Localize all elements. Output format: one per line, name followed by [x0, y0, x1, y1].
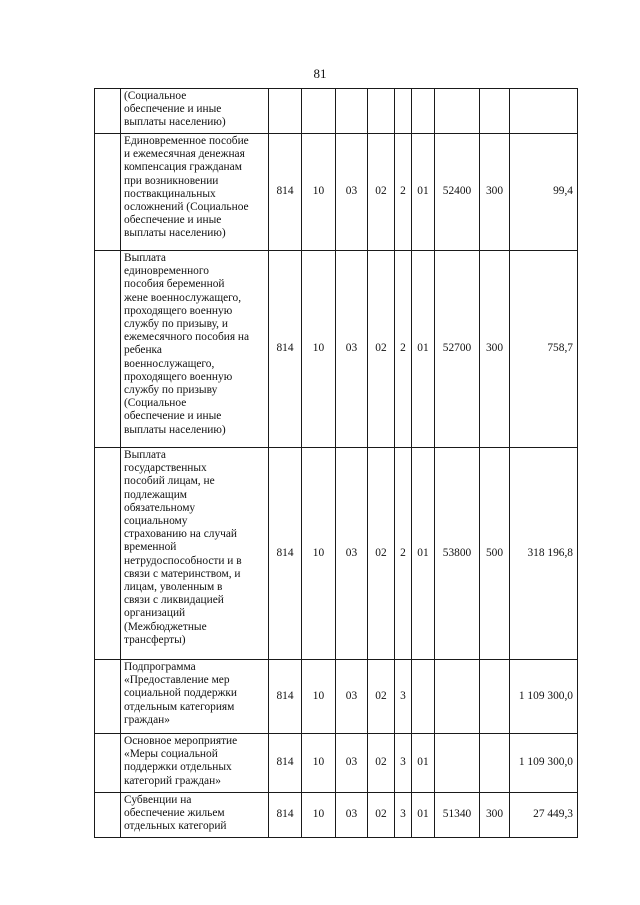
target-article-subprogram-cell — [395, 89, 412, 134]
item-name-line: ежемесячного пособия на — [124, 331, 250, 344]
item-name-line: подлежащим — [124, 488, 187, 501]
item-name-line: социальному — [124, 515, 188, 528]
item-name-line: Подпрограмма — [124, 661, 196, 673]
item-name-line: проходящего военную — [124, 370, 233, 383]
item-name-line: пособия беременной — [124, 278, 225, 291]
item-name-line: государственных — [124, 462, 207, 475]
item-name-line: категорий граждан» — [124, 774, 221, 787]
item-name-line: нетрудоспособности и в — [124, 554, 242, 567]
budget-table — [94, 88, 578, 838]
item-name-line: лицам, уволенным в — [124, 581, 223, 594]
item-name-cell — [121, 251, 269, 448]
item-name-line: обязательному — [124, 501, 196, 514]
amount-cell: 318 196,8 — [510, 448, 578, 660]
target-article-direction-cell — [435, 734, 480, 793]
target-article-event-cell: 01 — [412, 134, 435, 251]
section-code-cell: 10 — [302, 448, 336, 660]
item-name-line: (Межбюджетные — [124, 620, 207, 633]
expense-type-cell: 300 — [480, 793, 510, 838]
item-name-cell — [121, 448, 269, 660]
item-name-line: единовременного — [124, 265, 209, 278]
target-article-program-cell: 02 — [368, 734, 395, 793]
item-name-line: ребенка — [124, 344, 162, 357]
item-name-line: Единовременное пособие — [124, 135, 249, 147]
ved-code-cell: 814 — [269, 134, 302, 251]
table-row — [95, 793, 578, 838]
target-article-subprogram-cell: 3 — [395, 734, 412, 793]
item-name-line: пособий лицам, не — [124, 475, 215, 488]
target-article-subprogram-cell: 3 — [395, 793, 412, 838]
target-article-program-cell: 02 — [368, 251, 395, 448]
item-name-line: Выплата — [124, 252, 166, 264]
table-row — [95, 448, 578, 660]
item-name-cell — [121, 89, 269, 134]
row-number-cell — [95, 134, 121, 251]
target-article-event-cell: 01 — [412, 734, 435, 793]
item-name-line: Основное мероприятие — [124, 735, 238, 747]
section-code-cell: 10 — [302, 660, 336, 734]
item-name-line: отдельным категориям — [124, 700, 235, 713]
item-name-line: службу по призыву — [124, 384, 218, 397]
item-name-line: страхованию на случай — [124, 528, 238, 541]
amount-cell: 758,7 — [510, 251, 578, 448]
item-name-line: при возникновении — [124, 174, 219, 187]
target-article-program-cell: 02 — [368, 134, 395, 251]
ved-code-cell: 814 — [269, 448, 302, 660]
target-article-direction-cell: 52400 — [435, 134, 480, 251]
target-article-direction-cell: 51340 — [435, 793, 480, 838]
expense-type-cell: 300 — [480, 251, 510, 448]
item-name-cell — [121, 134, 269, 251]
item-name-line: обеспечение и иные — [124, 410, 222, 423]
target-article-subprogram-cell: 2 — [395, 251, 412, 448]
item-name-line: выплаты населению) — [124, 227, 226, 240]
target-article-program-cell: 02 — [368, 448, 395, 660]
item-name-line: и ежемесячная денежная — [124, 148, 245, 161]
row-number-cell — [95, 660, 121, 734]
target-article-direction-cell: 52700 — [435, 251, 480, 448]
section-code-cell: 10 — [302, 734, 336, 793]
target-article-subprogram-cell: 2 — [395, 448, 412, 660]
section-code-cell — [302, 89, 336, 134]
item-name-line: связи с ликвидацией — [124, 594, 224, 607]
item-name-line: выплаты населению) — [124, 116, 226, 129]
amount-cell: 1 109 300,0 — [510, 660, 578, 734]
target-article-event-cell — [412, 660, 435, 734]
item-name-line: службу по призыву, и — [124, 318, 228, 331]
subsection-code-cell: 03 — [336, 251, 368, 448]
ved-code-cell: 814 — [269, 734, 302, 793]
row-number-cell — [95, 89, 121, 134]
target-article-event-cell: 01 — [412, 793, 435, 838]
amount-cell: 27 449,3 — [510, 793, 578, 838]
table-row — [95, 734, 578, 793]
expense-type-cell — [480, 734, 510, 793]
subsection-code-cell — [336, 89, 368, 134]
subsection-code-cell: 03 — [336, 734, 368, 793]
target-article-program-cell — [368, 89, 395, 134]
item-name-line: обеспечение жильем — [124, 807, 225, 820]
expense-type-cell — [480, 89, 510, 134]
expense-type-cell — [480, 660, 510, 734]
section-code-cell: 10 — [302, 793, 336, 838]
target-article-event-cell: 01 — [412, 448, 435, 660]
item-name-cell — [121, 793, 269, 838]
target-article-subprogram-cell: 3 — [395, 660, 412, 734]
item-name-line: обеспечение и иные — [124, 214, 222, 227]
item-name-line: жене военнослужащего, — [124, 291, 242, 304]
item-name-line: (Социальное — [124, 397, 187, 410]
expense-type-cell: 300 — [480, 134, 510, 251]
target-article-event-cell — [412, 89, 435, 134]
item-name-line: отдельных категорий — [124, 820, 227, 833]
subsection-code-cell: 03 — [336, 448, 368, 660]
subsection-code-cell: 03 — [336, 660, 368, 734]
item-name-line: Субвенции на — [124, 794, 192, 806]
target-article-direction-cell: 53800 — [435, 448, 480, 660]
item-name-line: обеспечение и иные — [124, 103, 222, 116]
item-name-line: «Предоставление мер — [124, 674, 230, 687]
amount-cell: 99,4 — [510, 134, 578, 251]
row-number-cell — [95, 251, 121, 448]
item-name-line: связи с материнством, и — [124, 567, 241, 580]
expense-type-cell: 500 — [480, 448, 510, 660]
item-name-cell — [121, 660, 269, 734]
item-name-cell — [121, 734, 269, 793]
ved-code-cell: 814 — [269, 660, 302, 734]
item-name-line: трансферты) — [124, 633, 186, 646]
table-row — [95, 89, 578, 134]
section-code-cell: 10 — [302, 251, 336, 448]
item-name-line: временной — [124, 541, 177, 554]
ved-code-cell: 814 — [269, 793, 302, 838]
table-body — [95, 89, 578, 838]
table-row — [95, 134, 578, 251]
item-name-line: организаций — [124, 607, 186, 620]
row-number-cell — [95, 448, 121, 660]
item-name-line: поствакцинальных — [124, 187, 216, 200]
ved-code-cell — [269, 89, 302, 134]
amount-cell — [510, 89, 578, 134]
item-name-line: проходящего военную — [124, 304, 233, 317]
item-name-line: компенсация гражданам — [124, 161, 242, 174]
target-article-direction-cell — [435, 660, 480, 734]
row-number-cell — [95, 793, 121, 838]
ved-code-cell: 814 — [269, 251, 302, 448]
item-name-line: военнослужащего, — [124, 357, 215, 370]
table-row — [95, 251, 578, 448]
item-name-line: выплаты населению) — [124, 423, 226, 436]
target-article-program-cell: 02 — [368, 660, 395, 734]
item-name-line: граждан» — [124, 713, 170, 726]
item-name-line: социальной поддержки — [124, 687, 238, 700]
target-article-subprogram-cell: 2 — [395, 134, 412, 251]
item-name-line: поддержки отдельных — [124, 761, 232, 774]
item-name-line: осложнений (Социальное — [124, 201, 249, 214]
item-name-line: «Меры социальной — [124, 748, 218, 761]
table-row — [95, 660, 578, 734]
subsection-code-cell: 03 — [336, 134, 368, 251]
section-code-cell: 10 — [302, 134, 336, 251]
target-article-event-cell: 01 — [412, 251, 435, 448]
item-name-line: (Социальное — [124, 90, 187, 102]
amount-cell: 1 109 300,0 — [510, 734, 578, 793]
item-name-line: Выплата — [124, 449, 166, 461]
subsection-code-cell: 03 — [336, 793, 368, 838]
target-article-program-cell: 02 — [368, 793, 395, 838]
row-number-cell — [95, 734, 121, 793]
target-article-direction-cell — [435, 89, 480, 134]
page-number: 81 — [313, 66, 327, 81]
